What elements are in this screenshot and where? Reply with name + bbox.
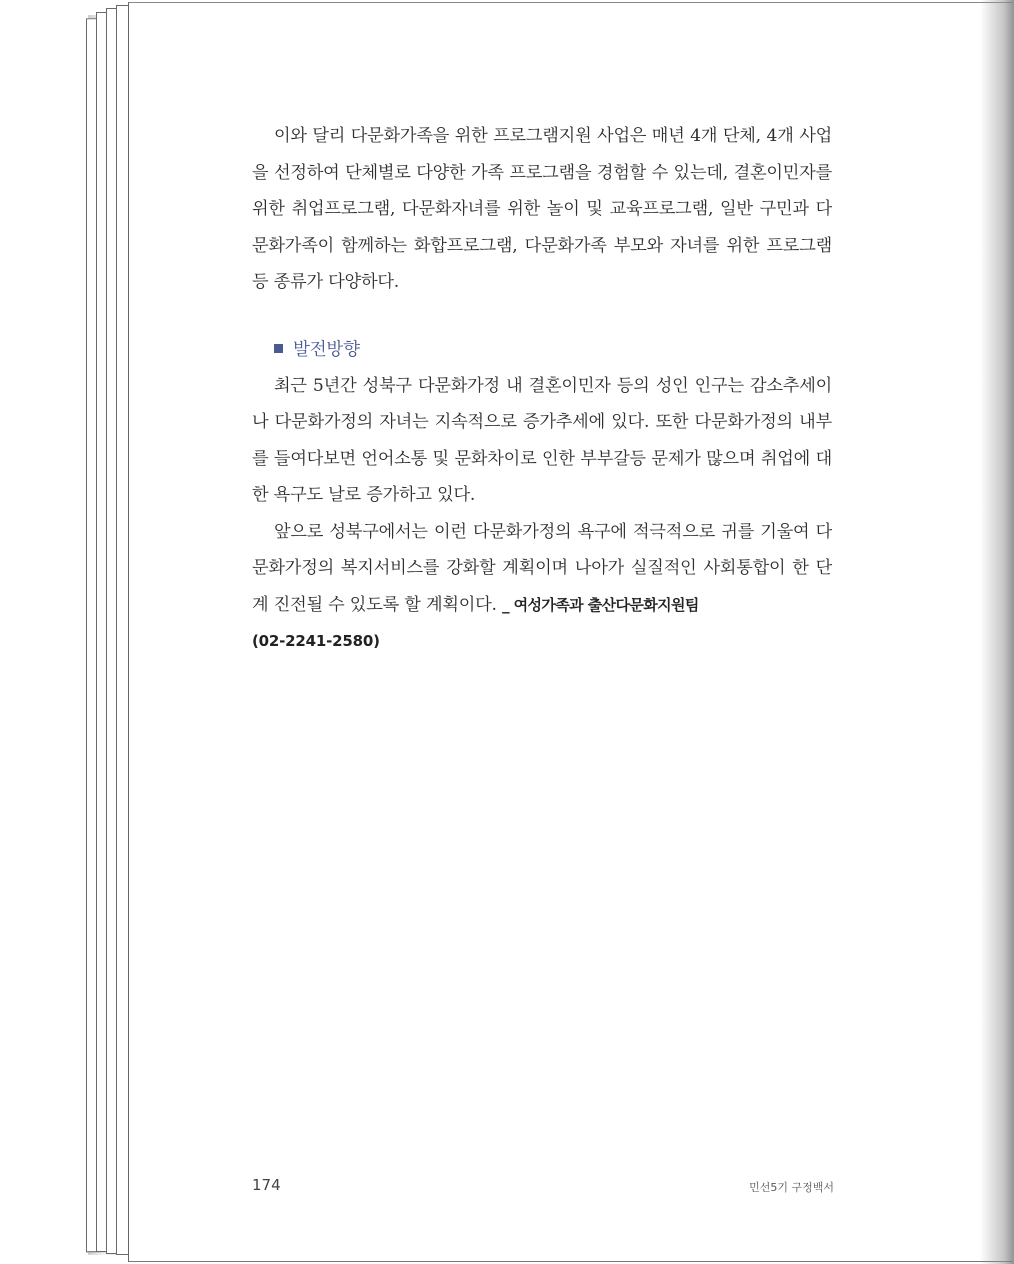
body-paragraph: 이와 달리 다문화가족을 위한 프로그램지원 사업은 매년 4개 단체, 4개 사업을 선정하여 단체별로 다양한 가족 프로그램을 경험할 수 있는데, 결혼이민자를 위한 취업프로그램, 다문화자녀를 위한 놀이 및 교육프로그램, 일반 구민과 다문화가족이 함께하는 화합프로그램, 다문화가족 부모와 자녀를 위한 프로그램 등 종류가 다양하다.	[252, 126, 832, 292]
square-bullet-icon	[274, 344, 283, 353]
page-number: 174	[252, 1176, 281, 1194]
department-credit: _ 여성가족과 출산다문화지원팀	[502, 595, 699, 614]
section-heading-text: 발전방향	[293, 339, 360, 360]
page-gutter-shadow	[980, 0, 1014, 1264]
page-body	[252, 118, 832, 660]
running-title: 민선5기 구정백서	[749, 1181, 834, 1194]
body-paragraph	[252, 514, 832, 660]
body-paragraph: 최근 5년간 성북구 다문화가정 내 결혼이민자 등의 성인 인구는 감소추세이나 다문화가정의 자녀는 지속적으로 증가추세에 있다. 또한 다문화가정의 내부를 들여다보면 언어소통 및 문화차이로 인한 부부갈등 문제가 많으며 취업에 대한 욕구도 날로 증가하고 있다.	[252, 375, 832, 505]
contact-phone: (02-2241-2580)	[252, 632, 380, 650]
body-paragraph-text: 앞으로 성북구에서는 이런 다문화가정의 욕구에 적극적으로 귀를 기울여 다문화가정의 복지서비스를 강화할 계획이며 나아가 실질적인 사회통합이 한 단계 진전될 수 있도록 할 계획이다.	[252, 521, 832, 615]
section-heading	[252, 332, 832, 368]
